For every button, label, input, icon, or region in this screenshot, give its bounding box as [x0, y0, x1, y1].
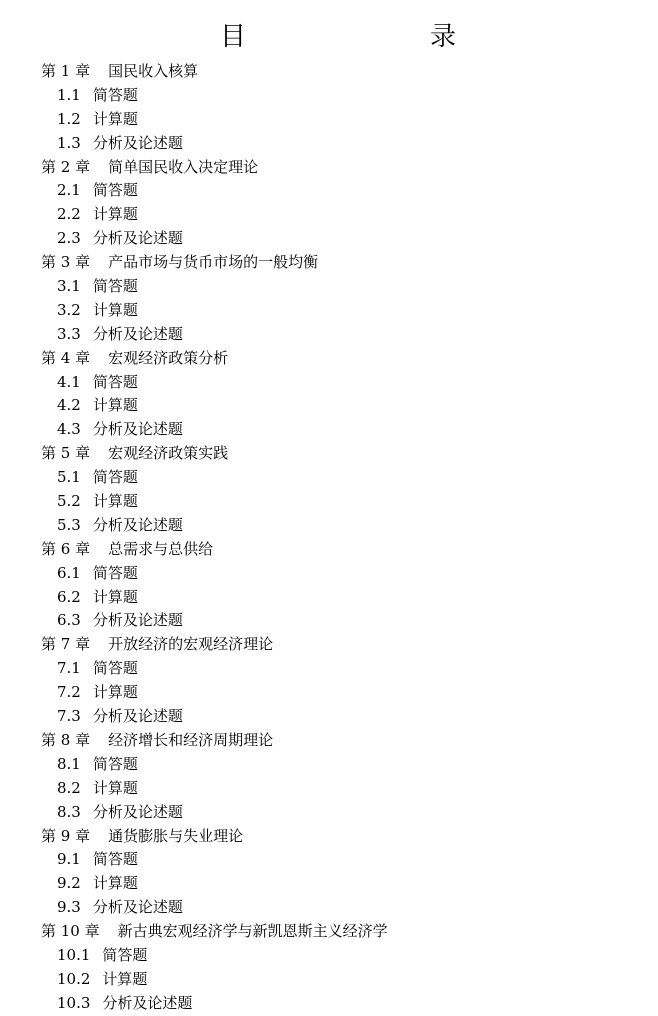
section-title: 分析及论述题 [92, 611, 183, 630]
section-title: 分析及论述题 [92, 133, 183, 152]
section-title: 分析及论述题 [92, 802, 183, 821]
section-title: 计算题 [92, 300, 138, 319]
section-number: 10.3 [57, 993, 91, 1012]
section-title: 简答题 [92, 277, 138, 296]
section-number: 2.3 [57, 229, 81, 248]
section-number: 5.1 [57, 468, 81, 487]
toc-chapter-entry[interactable] [41, 60, 641, 84]
toc-section-entry[interactable] [41, 562, 641, 586]
toc-chapter [41, 347, 641, 443]
toc-section-entry[interactable] [41, 705, 641, 729]
toc-section-entry[interactable] [41, 108, 641, 132]
section-title: 简答题 [92, 372, 138, 391]
toc-chapter-entry[interactable] [41, 538, 641, 562]
section-number: 3.2 [57, 300, 81, 319]
toc-section-entry[interactable] [41, 275, 641, 299]
toc-chapter [41, 538, 641, 634]
section-title: 分析及论述题 [92, 707, 183, 726]
chapter-title: 简单国民收入决定理论 [108, 157, 259, 176]
section-number: 3.3 [57, 324, 81, 343]
toc-section-entry[interactable] [41, 203, 641, 227]
toc-section-entry[interactable] [41, 371, 641, 395]
toc-chapter [41, 251, 641, 347]
section-title: 分析及论述题 [92, 898, 183, 917]
section-title: 分析及论述题 [102, 993, 193, 1012]
chapter-title: 宏观经济政策实践 [108, 444, 229, 463]
toc-section-entry[interactable] [41, 466, 641, 490]
toc-section-entry[interactable] [41, 609, 641, 633]
toc-chapter [41, 825, 641, 921]
section-number: 8.1 [57, 754, 81, 773]
toc-chapter [41, 633, 641, 729]
chapter-number: 第 6 章 [41, 539, 91, 558]
section-title: 简答题 [92, 85, 138, 104]
section-number: 7.3 [57, 707, 81, 726]
page-title: 目 录 [219, 22, 500, 52]
section-number: 9.1 [57, 850, 81, 869]
section-title: 计算题 [102, 969, 148, 988]
chapter-title: 通货膨胀与失业理论 [108, 826, 244, 845]
section-number: 10.1 [57, 945, 91, 964]
section-number: 3.1 [57, 277, 81, 296]
toc-section-entry[interactable] [41, 394, 641, 418]
section-number: 4.3 [57, 420, 81, 439]
section-title: 简答题 [92, 468, 138, 487]
toc-chapter-entry[interactable] [41, 633, 641, 657]
section-number: 9.2 [57, 874, 81, 893]
chapter-title: 开放经济的宏观经济理论 [108, 635, 274, 654]
toc-section-entry[interactable] [41, 84, 641, 108]
toc-section-entry[interactable] [41, 323, 641, 347]
section-title: 简答题 [92, 563, 138, 582]
toc-section-entry[interactable] [41, 968, 641, 992]
chapter-number: 第 3 章 [41, 253, 91, 272]
chapter-number: 第 5 章 [41, 444, 91, 463]
chapter-title: 经济增长和经济周期理论 [108, 730, 274, 749]
toc-section-entry[interactable] [41, 490, 641, 514]
toc-chapter-entry[interactable] [41, 251, 641, 275]
toc-section-entry[interactable] [41, 586, 641, 610]
section-title: 计算题 [92, 109, 138, 128]
section-number: 4.2 [57, 396, 81, 415]
toc-chapter [41, 729, 641, 825]
section-title: 简答题 [102, 945, 148, 964]
table-of-contents [41, 60, 641, 1016]
section-title: 计算题 [92, 205, 138, 224]
toc-section-entry[interactable] [41, 801, 641, 825]
toc-chapter [41, 442, 641, 538]
section-number: 2.1 [57, 181, 81, 200]
section-number: 10.2 [57, 969, 91, 988]
toc-section-entry[interactable] [41, 896, 641, 920]
section-number: 7.2 [57, 683, 81, 702]
section-number: 5.2 [57, 492, 81, 511]
section-title: 计算题 [92, 874, 138, 893]
section-number: 5.3 [57, 515, 81, 534]
toc-chapter-entry[interactable] [41, 347, 641, 371]
toc-section-entry[interactable] [41, 944, 641, 968]
chapter-number: 第 2 章 [41, 157, 91, 176]
section-title: 分析及论述题 [92, 229, 183, 248]
toc-section-entry[interactable] [41, 657, 641, 681]
section-title: 分析及论述题 [92, 420, 183, 439]
toc-section-entry[interactable] [41, 179, 641, 203]
toc-section-entry[interactable] [41, 848, 641, 872]
chapter-number: 第 7 章 [41, 635, 91, 654]
chapter-title: 新古典宏观经济学与新凯恩斯主义经济学 [117, 922, 388, 941]
section-number: 6.1 [57, 563, 81, 582]
toc-section-entry[interactable] [41, 872, 641, 896]
toc-chapter-entry[interactable] [41, 920, 641, 944]
chapter-title: 产品市场与货币市场的一般均衡 [108, 253, 319, 272]
toc-section-entry[interactable] [41, 299, 641, 323]
chapter-number: 第 8 章 [41, 730, 91, 749]
chapter-number: 第 4 章 [41, 348, 91, 367]
toc-section-entry[interactable] [41, 227, 641, 251]
toc-section-entry[interactable] [41, 514, 641, 538]
toc-section-entry[interactable] [41, 418, 641, 442]
section-title: 计算题 [92, 396, 138, 415]
chapter-title: 宏观经济政策分析 [108, 348, 229, 367]
section-title: 简答题 [92, 181, 138, 200]
toc-section-entry[interactable] [41, 777, 641, 801]
toc-section-entry[interactable] [41, 753, 641, 777]
section-title: 分析及论述题 [92, 515, 183, 534]
toc-chapter-entry[interactable] [41, 442, 641, 466]
section-title: 分析及论述题 [92, 324, 183, 343]
section-number: 1.2 [57, 109, 81, 128]
toc-chapter [41, 920, 641, 1016]
toc-chapter-entry[interactable] [41, 729, 641, 753]
section-title: 简答题 [92, 754, 138, 773]
section-number: 8.2 [57, 778, 81, 797]
section-number: 6.2 [57, 587, 81, 606]
section-number: 9.3 [57, 898, 81, 917]
section-title: 计算题 [92, 778, 138, 797]
toc-chapter-entry[interactable] [41, 156, 641, 180]
chapter-title: 国民收入核算 [108, 62, 199, 80]
section-title: 简答题 [92, 850, 138, 869]
section-title: 计算题 [92, 683, 138, 702]
toc-chapter [41, 156, 641, 252]
section-title: 简答题 [92, 659, 138, 678]
section-title: 计算题 [92, 587, 138, 606]
section-number: 2.2 [57, 205, 81, 224]
section-title: 计算题 [92, 492, 138, 511]
section-number: 7.1 [57, 659, 81, 678]
section-number: 8.3 [57, 802, 81, 821]
chapter-number: 第 9 章 [41, 826, 91, 845]
chapter-number: 第 1 章 [41, 62, 91, 80]
toc-section-entry[interactable] [41, 132, 641, 156]
toc-section-entry[interactable] [41, 992, 641, 1016]
section-number: 4.1 [57, 372, 81, 391]
section-number: 6.3 [57, 611, 81, 630]
section-number: 1.3 [57, 133, 81, 152]
chapter-title: 总需求与总供给 [108, 539, 214, 558]
toc-section-entry[interactable] [41, 681, 641, 705]
toc-chapter [41, 60, 641, 156]
toc-chapter-entry[interactable] [41, 825, 641, 849]
section-number: 1.1 [57, 85, 81, 104]
chapter-number: 第 10 章 [41, 922, 100, 941]
